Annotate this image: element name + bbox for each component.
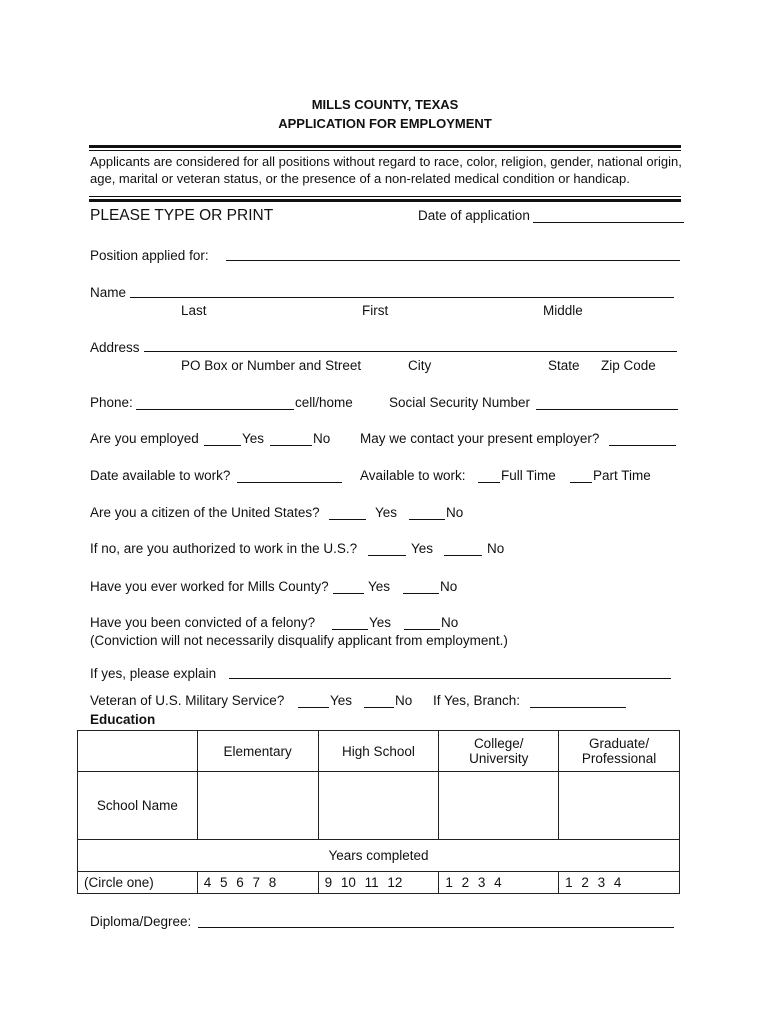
full-time-blank[interactable] <box>478 482 500 483</box>
part-time-blank[interactable] <box>570 482 592 483</box>
worked-mills-yes-label: Yes <box>368 579 391 594</box>
header-rule-bottom <box>89 199 681 202</box>
veteran-question: Veteran of U.S. Military Service? <box>90 693 285 708</box>
worked-mills-yes-blank[interactable] <box>333 593 364 594</box>
equal-opportunity-notice: Applicants are considered for all positions without regard to race, color, religion, gender, national origin, age, marital or veteran status, or the presence of a non-related medical condition or handicap. <box>90 154 682 186</box>
veteran-no-label: No <box>395 693 413 708</box>
veteran-branch-label: If Yes, Branch: <box>433 693 521 708</box>
school-name-label: School Name <box>78 772 198 840</box>
date-of-application-field[interactable] <box>533 222 684 223</box>
citizen-yes-label: Yes <box>375 505 398 520</box>
header-rule-bottom-thin <box>89 196 681 197</box>
veteran-yes-label: Yes <box>330 693 353 708</box>
employed-no-label: No <box>313 431 331 446</box>
school-name-row <box>78 772 680 840</box>
high-school-years-options[interactable]: 9 10 11 12 <box>318 872 439 894</box>
graduate-years-options[interactable]: 1 2 3 4 <box>559 872 680 894</box>
education-corner-cell <box>78 731 198 772</box>
name-middle-caption: Middle <box>543 303 583 318</box>
name-first-caption: First <box>362 303 389 318</box>
col-high-school: High School <box>318 731 439 772</box>
phone-label: Phone: <box>90 395 133 410</box>
col-college-line2: University <box>469 751 529 766</box>
position-applied-label: Position applied for: <box>90 248 209 263</box>
school-name-graduate[interactable] <box>559 772 680 840</box>
explain-field[interactable] <box>229 678 671 679</box>
name-field[interactable] <box>130 297 674 298</box>
education-table <box>77 730 680 894</box>
citizen-yes-blank[interactable] <box>329 519 366 520</box>
worked-mills-no-label: No <box>440 579 458 594</box>
felony-no-label: No <box>441 615 459 630</box>
circle-one-row <box>78 872 680 894</box>
address-label: Address <box>90 340 140 355</box>
circle-one-label: (Circle one) <box>78 872 198 894</box>
address-zip-caption: Zip Code <box>601 358 656 373</box>
date-available-field[interactable] <box>237 482 342 483</box>
school-name-elementary[interactable] <box>197 772 318 840</box>
ssn-field[interactable] <box>536 409 678 410</box>
citizen-no-label: No <box>446 505 464 520</box>
authorized-yes-label: Yes <box>411 541 434 556</box>
contact-employer-field[interactable] <box>609 445 676 446</box>
ssn-label: Social Security Number <box>389 395 531 410</box>
elementary-years-options[interactable]: 4 5 6 7 8 <box>197 872 318 894</box>
felony-question: Have you been convicted of a felony? <box>90 615 316 630</box>
col-college-line1: College/ <box>473 736 524 751</box>
authorized-no-label: No <box>487 541 505 556</box>
school-name-college[interactable] <box>439 772 559 840</box>
felony-note: (Conviction will not necessarily disqualify applicant from employment.) <box>90 633 508 648</box>
diploma-field[interactable] <box>198 927 674 928</box>
part-time-label: Part Time <box>593 468 651 483</box>
employed-yes-label: Yes <box>242 431 265 446</box>
name-label: Name <box>90 285 127 300</box>
citizen-no-blank[interactable] <box>409 519 445 520</box>
years-completed-row <box>78 840 680 872</box>
col-college <box>439 731 559 772</box>
name-last-caption: Last <box>181 303 207 318</box>
header-rule-top-thin <box>89 150 681 151</box>
available-to-work-label: Available to work: <box>360 468 466 483</box>
felony-yes-label: Yes <box>369 615 392 630</box>
col-graduate <box>559 731 680 772</box>
address-field[interactable] <box>144 351 677 352</box>
form-title-county: MILLS COUNTY, TEXAS <box>311 97 459 112</box>
position-applied-field[interactable] <box>226 260 680 261</box>
education-header-row <box>78 731 680 772</box>
address-state-caption: State <box>548 358 580 373</box>
type-or-print-label: PLEASE TYPE OR PRINT <box>90 207 274 224</box>
col-graduate-line1: Graduate/ <box>589 736 650 751</box>
worked-mills-no-blank[interactable] <box>403 593 439 594</box>
employed-question: Are you employed <box>90 431 199 446</box>
authorized-no-blank[interactable] <box>444 555 482 556</box>
worked-mills-question: Have you ever worked for Mills County? <box>90 579 329 594</box>
years-completed-label: Years completed <box>78 840 680 872</box>
veteran-no-blank[interactable] <box>364 707 394 708</box>
employed-yes-blank[interactable] <box>204 445 241 446</box>
authorized-question: If no, are you authorized to work in the U.S.? <box>90 541 358 556</box>
citizen-question: Are you a citizen of the United States? <box>90 505 320 520</box>
education-heading: Education <box>90 712 156 727</box>
authorized-yes-blank[interactable] <box>368 555 406 556</box>
date-available-question: Date available to work? <box>90 468 231 483</box>
school-name-high-school[interactable] <box>318 772 439 840</box>
felony-no-blank[interactable] <box>404 629 440 630</box>
date-of-application-label: Date of application <box>418 208 530 223</box>
col-graduate-line2: Professional <box>581 751 657 766</box>
contact-employer-question: May we contact your present employer? <box>360 431 600 446</box>
address-street-caption: PO Box or Number and Street <box>181 358 362 373</box>
diploma-label: Diploma/Degree: <box>90 914 192 929</box>
col-elementary: Elementary <box>197 731 318 772</box>
explain-label: If yes, please explain <box>90 666 217 681</box>
header-rule-top <box>89 145 681 148</box>
veteran-branch-field[interactable] <box>530 707 626 708</box>
form-title-application: APPLICATION FOR EMPLOYMENT <box>278 116 492 131</box>
address-city-caption: City <box>408 358 432 373</box>
full-time-label: Full Time <box>501 468 556 483</box>
phone-field[interactable] <box>136 409 294 410</box>
veteran-yes-blank[interactable] <box>298 707 329 708</box>
college-years-options[interactable]: 1 2 3 4 <box>439 872 559 894</box>
felony-yes-blank[interactable] <box>332 629 368 630</box>
phone-cell-home-label: cell/home <box>295 395 353 410</box>
employed-no-blank[interactable] <box>270 445 312 446</box>
